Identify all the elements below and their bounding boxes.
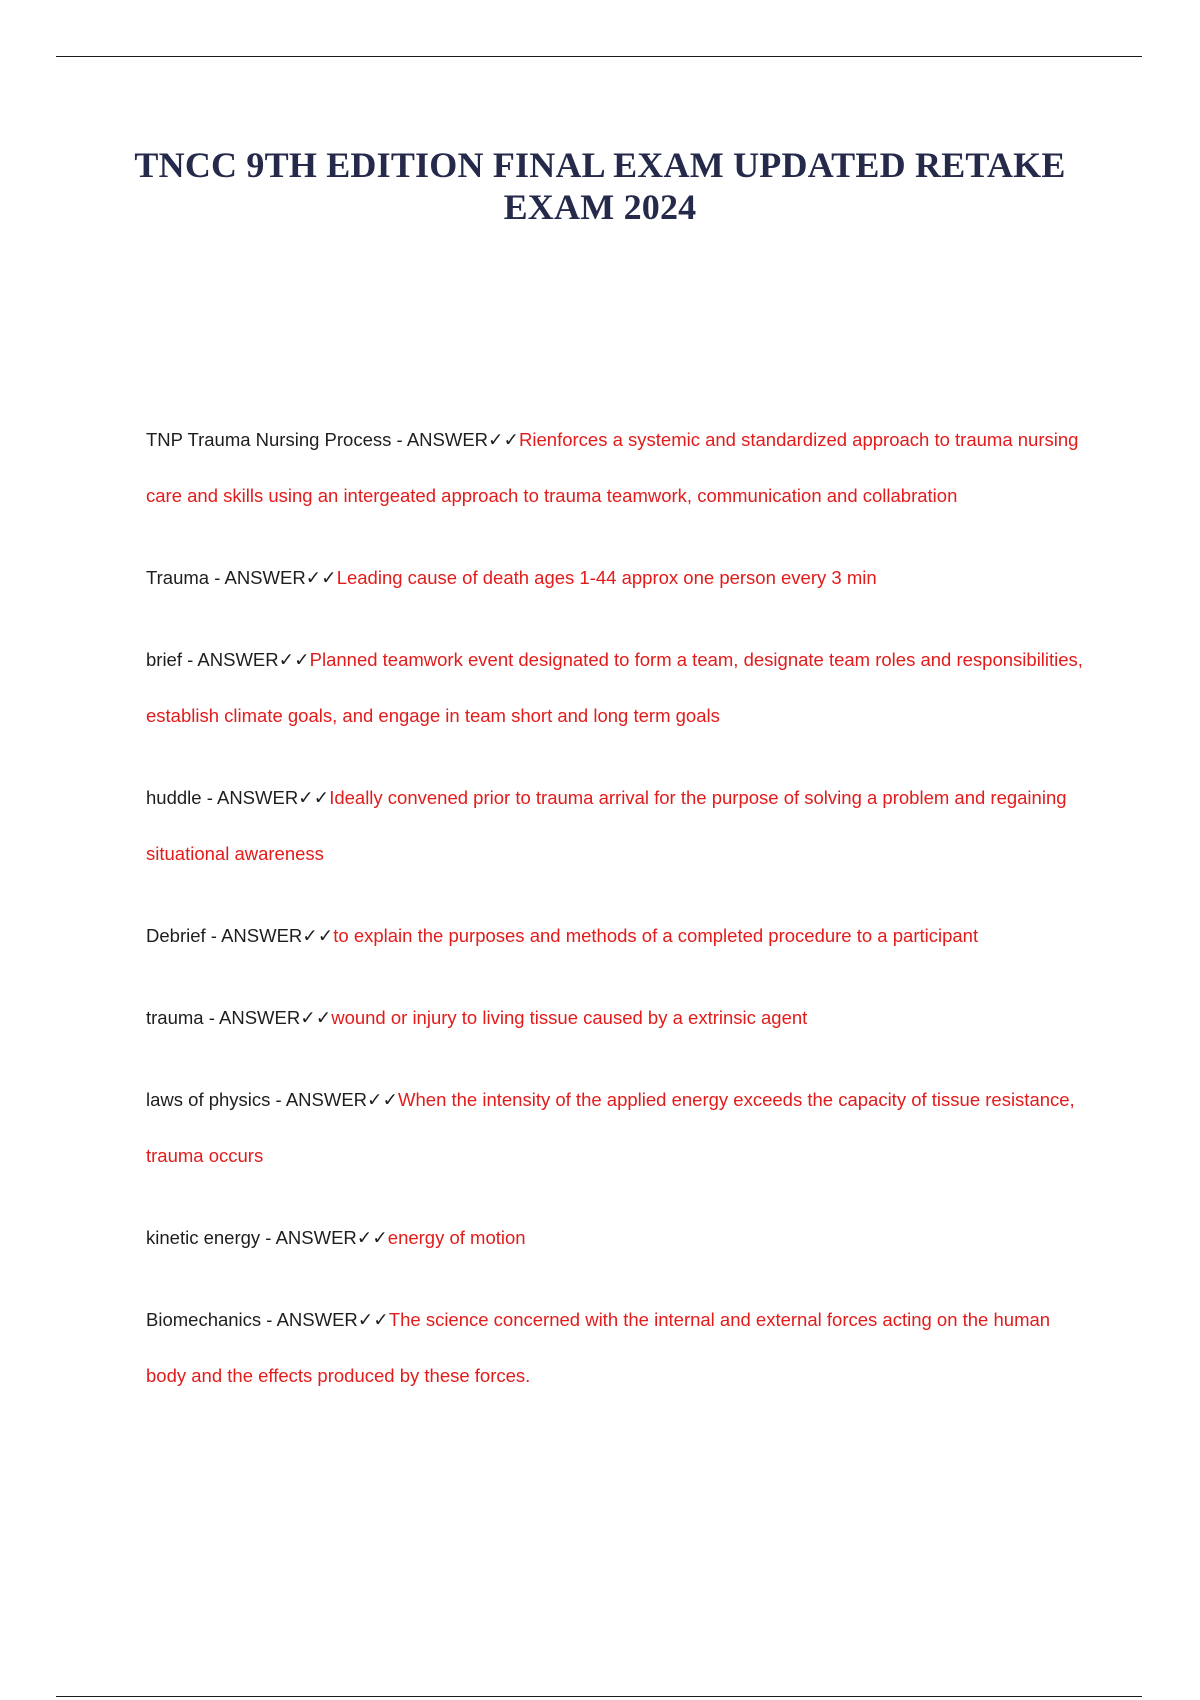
qa-item (146, 1210, 1086, 1266)
answer-separator: - (209, 567, 225, 588)
answer-marker: ANSWER✓✓ (221, 925, 334, 946)
answer-marker: ANSWER✓✓ (285, 1089, 399, 1110)
answer-marker: ANSWER✓✓ (276, 1309, 389, 1330)
answer-marker: ANSWER✓✓ (224, 567, 337, 588)
qa-answer: wound or injury to living tissue caused by a extrinsic agent (331, 1007, 808, 1028)
qa-answer: to explain the purposes and methods of a completed procedure to a participant (333, 925, 979, 946)
answer-marker: ANSWER✓✓ (219, 1007, 332, 1028)
qa-item (146, 412, 1086, 524)
qa-list (146, 412, 1086, 1430)
document-title: TNCC 9TH EDITION FINAL EXAM UPDATED RETAKE EXAM 2024 (134, 145, 1066, 227)
answer-separator: - (205, 925, 222, 946)
qa-item (146, 770, 1086, 882)
answer-marker: ANSWER✓✓ (216, 787, 330, 808)
qa-term: kinetic energy (146, 1227, 261, 1248)
top-divider (56, 56, 1142, 57)
qa-term: TNP Trauma Nursing Process (146, 429, 392, 450)
answer-separator: - (182, 649, 198, 670)
qa-answer: Leading cause of death ages 1-44 approx one person every 3 min (336, 567, 877, 588)
answer-separator: - (270, 1089, 286, 1110)
qa-answer: Rienforces a systemic and standardized approach to trauma nursing care and skills using an intergeated approach to trauma teamwork, communication and collabration (146, 429, 1079, 506)
bottom-divider (56, 1696, 1142, 1697)
qa-answer: Planned teamwork event designated to form a team, designate team roles and responsibilities, establish climate goals, and engage in team short and long term goals (146, 649, 1083, 726)
qa-term: Biomechanics (146, 1309, 262, 1330)
qa-term: Debrief (146, 925, 206, 946)
qa-item (146, 1292, 1086, 1404)
answer-separator: - (203, 1007, 219, 1028)
answer-marker: ANSWER✓✓ (275, 1227, 388, 1248)
qa-item (146, 1072, 1086, 1184)
qa-item (146, 908, 1086, 964)
qa-item (146, 550, 1086, 606)
qa-term: Trauma (146, 567, 210, 588)
qa-term: brief (146, 649, 182, 670)
qa-answer: Ideally convened prior to trauma arrival for the purpose of solving a problem and regaining situational awareness (146, 787, 1067, 864)
answer-separator: - (201, 787, 217, 808)
qa-term: laws of physics (146, 1089, 271, 1110)
answer-separator: - (261, 1309, 277, 1330)
answer-marker: ANSWER✓✓ (197, 649, 310, 670)
answer-separator: - (391, 429, 407, 450)
qa-answer: When the intensity of the applied energy exceeds the capacity of tissue resistance, trauma occurs (146, 1089, 1075, 1166)
qa-answer: energy of motion (387, 1227, 526, 1248)
qa-term: trauma (146, 1007, 204, 1028)
qa-term: huddle (146, 787, 202, 808)
qa-item (146, 990, 1086, 1046)
answer-separator: - (260, 1227, 276, 1248)
qa-item (146, 632, 1086, 744)
qa-answer: The science concerned with the internal and external forces acting on the human body and the effects produced by these forces. (146, 1309, 1051, 1386)
answer-marker: ANSWER✓✓ (406, 429, 520, 450)
